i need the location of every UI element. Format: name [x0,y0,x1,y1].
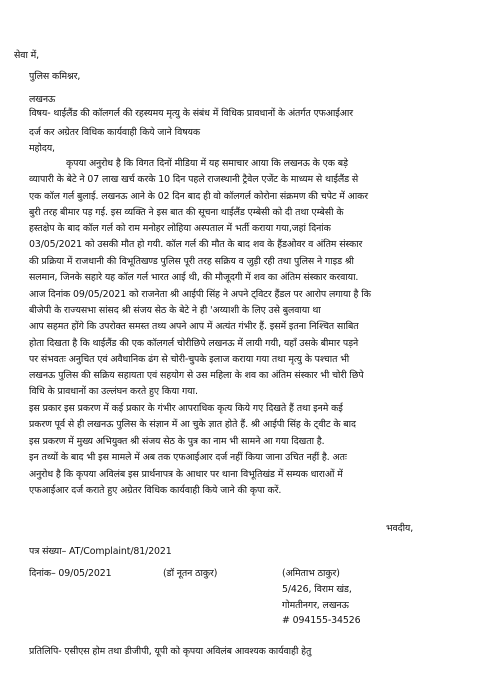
paragraph-2-line: लखनऊ पुलिस की सक्रिय सहायता एवं सहयोग से उस महिला के शव का अंतिम संस्कार भी चोरी छिपे [29,370,364,381]
sender-name: (अमिताभ ठाकुर) [282,568,340,579]
sender-address-line-1: 5/426, विराम खंड, [282,584,352,595]
copy-to: प्रतिलिपि- एसीएस होम तथा डीजीपी, यूपी को कृपया अविलंब आवश्यक कार्यवाही हेतु [29,646,312,657]
paragraph-2-line: आज दिनांक 09/05/2021 को राजनेता श्री आईपी सिंह ने अपने ट्विटर हैंडल पर आरोप लगाया है कि [29,289,371,300]
letter-date: दिनांक– 09/05/2021 [29,568,112,579]
paragraph-1-line: हस्तक्षेप के बाद कॉल गर्ल को राम मनोहर लोहिया अस्पताल में भर्ती कराया गया,जहां दिनांक [29,223,331,234]
paragraph-1-line: बुरी तरह बीमार पड़ गई. इस व्यक्ति ने इस बात की सूचना थाईलैंड एम्बेसी को दी तथा एम्बेसी के [29,207,344,218]
paragraph-4-line: अनुरोध है कि कृपया अविलंब इस प्रार्थनापत्र के आधार पर थाना विभूतिखंड में सम्यक धाराओं में [29,469,343,480]
paragraph-3-line: इस प्रकार इस प्रकरण में कई प्रकार के गंभीर आपराधिक कृत्य किये गए दिखते हैं तथा इनमे कई [29,403,343,414]
recipient-city: लखनऊ [29,94,56,105]
co-signatory: (डॉ नूतन ठाकुर) [163,568,218,579]
paragraph-1-line: कृपया अनुरोध है कि विगत दिनों मीडिया में यह समाचार आया कि लखनऊ के एक बड़े [66,158,348,169]
salutation: महोदय, [29,143,55,154]
paragraph-3-line: प्रकरण पूर्व से ही लखनऊ पुलिस के संज्ञान में आ चुके ज्ञात होते हैं. श्री आईपी सिंह के ट्वीट के बाद [29,419,356,430]
paragraph-4-line: इन तथ्यों के बाद भी इस मामले में अब तक एफआईआर दर्ज नहीं किया जाना उचित नहीं है. अतः [29,452,347,463]
paragraph-2-line: विधि के प्रावधानों का उल्लंघन करते हुए किया गया. [29,386,198,397]
recipient: पुलिस कमिश्नर, [29,71,81,82]
paragraph-2-line: बीजेपी के राज्यसभा सांसद श्री संजय सेठ के बेटे ने ही 'अय्याशी के लिए उसे बुलवाया था [29,305,321,316]
paragraph-1-line: व्यापारी के बेटे ने 07 लाख खर्च करके 10 दिन पहले राजस्थानी ट्रैवेल एजेंट के माध्यम से थाईलैंड से [29,174,359,185]
address-to: सेवा में, [14,50,40,61]
paragraph-3-line: इस प्रकरण में मुख्य अभियुक्त श्री संजय सेठ के पुत्र का नाम भी सामने आ गया दिखता है. [29,436,325,447]
paragraph-1-line: की प्रक्रिया में राजधानी की विभूतिखण्ड पुलिस पूरी तरह सक्रिय व जुड़ी रही तथा पुलिस ने गाइड श्री [29,256,354,267]
subject-line-1: विषय- थाईलैंड की कॉलगर्ल की रहस्यमय मृत्यु के संबंध में विधिक प्रावधानों के अंतर्गत एफआईआर [29,108,354,119]
paragraph-2-line: होता दिखता है कि थाईलैंड की एक कॉलगर्ल चोरीछिपे लखनऊ में लायी गयी, यहाँ उसके बीमार पड़ने [29,338,359,349]
paragraph-1-line: एक कॉल गर्ल बुलाई. लखनऊ आने के 02 दिन बाद ही वो कॉलगर्ल कोरोना संक्रमण की चपेट में आकर [29,191,369,202]
paragraph-1-line: सलमान, जिनके सहारे यह कॉल गर्ल भारत आई थी, की मौजूदगी में शव का अंतिम संस्कार करवाया. [29,272,359,283]
letter-number: पत्र संख्या– AT/Complaint/81/2021 [29,546,172,557]
paragraph-1-line: 03/05/2021 को उसकी मौत हो गयी. कॉल गर्ल की मौत के बाद शव के हैंडओवर व अंतिम संस्कार [29,239,363,250]
subject-line-2: दर्ज कर अग्रेतर विधिक कार्यवाही किये जाने विषयक [29,127,200,138]
paragraph-2-line: आप सहमत होंगे कि उपरोक्त समस्त तथ्य अपने आप में अत्यंत गंभीर हैं. इसमें इतना निश्चित साबित [29,321,359,332]
paragraph-4-line: एफआईआर दर्ज कराते हुए अग्रेतर विधिक कार्यवाही किये जाने की कृपा करें. [29,485,282,496]
sender-address-line-2: गोमतीनगर, लखनऊ [282,600,349,611]
closing: भवदीय, [386,523,414,534]
sender-phone: # 094155-34526 [282,615,361,626]
paragraph-2-line: पर संभवतः अनुचित एवं अवैधानिक ढंग से चोरी-चुपके इलाज कराया गया तथा मृत्यु के पश्चात भी [29,354,350,365]
